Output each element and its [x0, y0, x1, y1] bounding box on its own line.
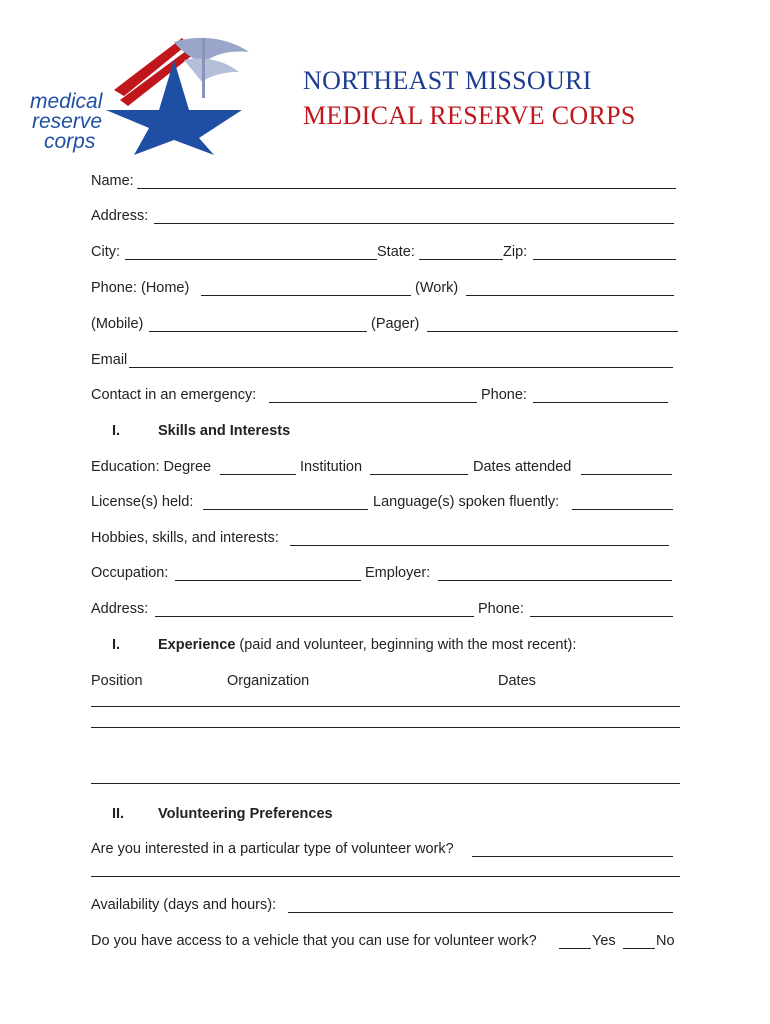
employer-label: Employer: — [365, 565, 431, 581]
mobile-label: (Mobile) — [91, 316, 144, 332]
licenses-field[interactable] — [203, 509, 368, 510]
vehicle-yes-label: Yes — [592, 933, 616, 949]
col-dates-header: Dates — [498, 673, 536, 689]
mrc-logo — [24, 30, 264, 155]
zip-label: Zip: — [503, 244, 528, 260]
email-label: Email — [91, 352, 128, 368]
availability-label: Availability (days and hours): — [91, 897, 277, 913]
education-label: Education: Degree — [91, 459, 212, 475]
title-line-2: MEDICAL RESERVE CORPS — [303, 101, 636, 130]
institution-field[interactable] — [370, 474, 468, 475]
experience-section-heading — [158, 637, 576, 653]
state-label: State: — [377, 244, 415, 260]
address-field[interactable] — [154, 223, 674, 224]
emergency-label: Contact in an emergency: — [91, 387, 257, 403]
work-phone-label: Phone: — [478, 601, 524, 617]
zip-field[interactable] — [533, 259, 676, 260]
title-line-1: NORTHEAST MISSOURI — [303, 66, 592, 95]
name-label: Name: — [91, 173, 134, 189]
degree-field[interactable] — [220, 474, 296, 475]
hobbies-field[interactable] — [290, 545, 669, 546]
interest-field[interactable] — [472, 856, 673, 857]
vehicle-question: Do you have access to a vehicle that you can use for volunteer work? — [91, 933, 537, 949]
work-phone-field[interactable] — [530, 616, 673, 617]
licenses-label: License(s) held: — [91, 494, 194, 510]
vehicle-yes-field[interactable] — [559, 948, 591, 949]
col-organization-header: Organization — [227, 673, 310, 689]
logo-word-corps: corps — [44, 130, 96, 153]
pager-field[interactable] — [427, 331, 678, 332]
hobbies-label: Hobbies, skills, and interests: — [91, 530, 279, 546]
institution-label: Institution — [300, 459, 363, 475]
city-field[interactable] — [125, 259, 377, 260]
work-label: (Work) — [415, 280, 459, 296]
volunteering-section-title: Volunteering Preferences — [158, 806, 333, 822]
phone-home-label: Phone: (Home) — [91, 280, 190, 296]
volunteering-section-number: II. — [112, 806, 125, 822]
experience-section-subtitle: (paid and volunteer, beginning with the most recent): — [235, 637, 577, 653]
state-field[interactable] — [419, 259, 503, 260]
work-address-field[interactable] — [155, 616, 474, 617]
emergency-phone-label: Phone: — [481, 387, 527, 403]
emergency-phone-field[interactable] — [533, 402, 668, 403]
logo-word-medical: medical — [30, 90, 103, 113]
logo-text — [30, 92, 102, 152]
employer-field[interactable] — [438, 580, 672, 581]
emergency-contact-field[interactable] — [269, 402, 477, 403]
experience-section-number: I. — [112, 637, 121, 653]
interest-line-2[interactable] — [91, 876, 680, 877]
name-field[interactable] — [137, 188, 676, 189]
languages-field[interactable] — [572, 509, 673, 510]
experience-line-1[interactable] — [91, 706, 680, 707]
pager-label: (Pager) — [371, 316, 420, 332]
mobile-field[interactable] — [149, 331, 367, 332]
address-label: Address: — [91, 208, 149, 224]
skills-section-number: I. — [112, 423, 121, 439]
occupation-field[interactable] — [175, 580, 361, 581]
experience-line-3[interactable] — [91, 783, 680, 784]
dates-attended-label: Dates attended — [473, 459, 572, 475]
logo-word-reserve: reserve — [32, 110, 103, 133]
vehicle-no-label: No — [656, 933, 675, 949]
availability-field[interactable] — [288, 912, 673, 913]
phone-work-field[interactable] — [466, 295, 674, 296]
occupation-label: Occupation: — [91, 565, 169, 581]
interest-question: Are you interested in a particular type of volunteer work? — [91, 841, 454, 857]
vehicle-no-field[interactable] — [623, 948, 655, 949]
experience-section-title: Experience — [158, 637, 236, 653]
work-address-label: Address: — [91, 601, 149, 617]
col-position-header: Position — [91, 673, 143, 689]
languages-label: Language(s) spoken fluently: — [373, 494, 560, 510]
experience-line-2[interactable] — [91, 727, 680, 728]
phone-home-field[interactable] — [201, 295, 411, 296]
skills-section-title: Skills and Interests — [158, 423, 291, 439]
city-label: City: — [91, 244, 120, 260]
email-field[interactable] — [129, 367, 673, 368]
dates-attended-field[interactable] — [581, 474, 672, 475]
